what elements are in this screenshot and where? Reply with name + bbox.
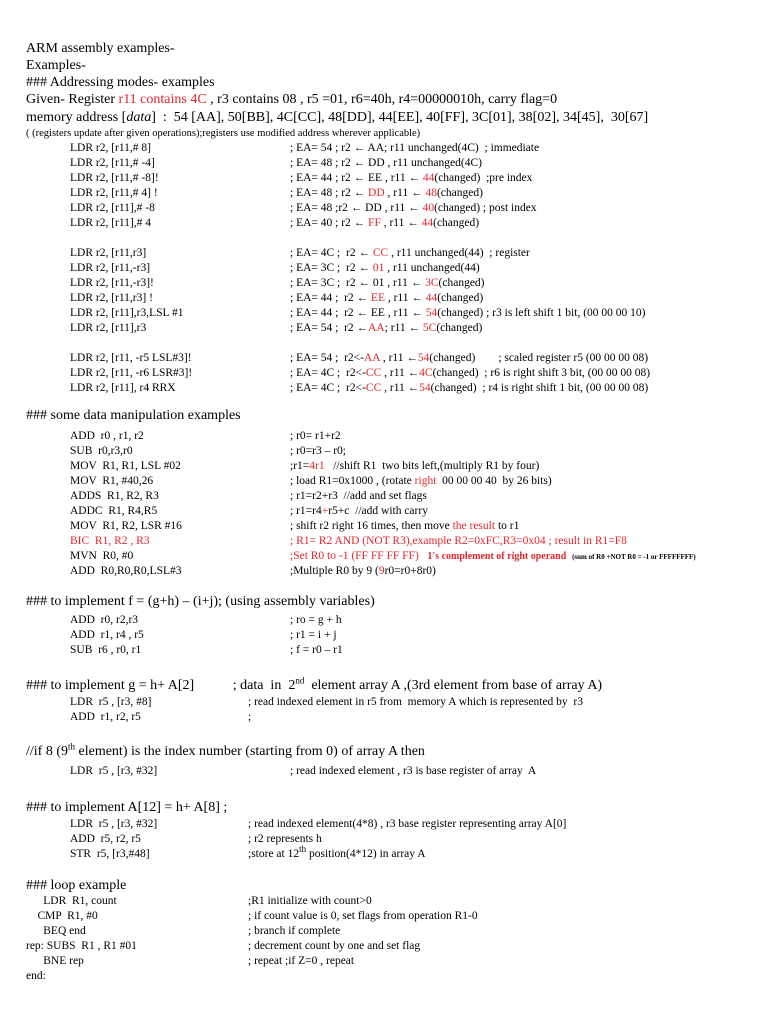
addressing-comment: ; EA= 44 ; r2 ← EE , r11 ← 44(changed) — [290, 292, 484, 304]
doc-subtitle: Examples- — [26, 58, 86, 73]
data-code: MOV R1, #40,26 — [70, 475, 154, 487]
given-line: Given- Register r11 contains 4C , r3 contains 08 , r5 =01, r6=40h, r4=00000010h, carry flag=0 — [26, 92, 558, 107]
section-f-comment: ; ro = g + h — [290, 614, 342, 626]
addressing-comment: ; EA= 54 ; r2 ←AA; r11 ← 5C(changed) — [290, 322, 483, 334]
memory-line: memory address [data] : 54 [AA], 50[BB], 4C[CC], 48[DD], 44[EE], 40[FF], 3C[01], 38[02], 34[45], 30[67] — [26, 110, 649, 125]
data-code: MVN R0, #0 — [70, 550, 134, 562]
addressing-comment: ; EA= 4C ; r2 ← CC , r11 unchanged(44) ; register — [290, 247, 530, 259]
section-a12-code: LDR r5 , [r3, #32] — [70, 818, 158, 830]
section-if-comment: ; read indexed element , r3 is base register of array A — [290, 765, 537, 777]
loop-comment: ; decrement count by one and set flag — [248, 940, 421, 952]
section-a12-comment: ; read indexed element(4*8) , r3 base register representing array A[0] — [248, 818, 567, 830]
doc-title: ARM assembly examples- — [26, 41, 175, 56]
data-comment: ;r1=4r1 //shift R1 two bits left,(multiply R1 by four) — [290, 460, 540, 472]
addressing-comment: ; EA= 3C ; r2 ← 01 , r11 unchanged(44) — [290, 262, 480, 274]
section-g-comment: ; — [248, 711, 252, 723]
section-g-comment: ; read indexed element in r5 from memory A which is represented by r3 — [248, 696, 583, 708]
section-a12-code: STR r5, [r3,#48] — [70, 848, 150, 860]
data-code: ADDC R1, R4,R5 — [70, 505, 158, 517]
addressing-code: LDR r2, [r11],r3,LSL #1 — [70, 307, 184, 319]
addressing-comment: ; EA= 44 ; r2 ← EE , r11 ← 54(changed) ; r3 is left shift 1 bit, (00 00 00 10) — [290, 307, 646, 319]
section-f-comment: ; r1 = i + j — [290, 629, 337, 641]
section-f-comment: ; f = r0 – r1 — [290, 644, 343, 656]
loop-comment: ; repeat ;if Z=0 , repeat — [248, 955, 355, 967]
section-g-code: LDR r5 , [r3, #8] — [70, 696, 152, 708]
loop-code: rep: SUBS R1 , R1 #01 — [26, 940, 137, 952]
section-f-code: ADD r0, r2,r3 — [70, 614, 139, 626]
data-code: ADDS R1, R2, R3 — [70, 490, 159, 502]
loop-code: LDR R1, count — [26, 895, 117, 907]
section-heading-if: //if 8 (9th element) is the index number (starting from 0) of array A then — [26, 741, 425, 759]
data-comment: ;Set R0 to -1 (FF FF FF FF) 1's complement of right operand (sum of R0 +NOT R0 = -1 or FFFFFFFF) — [290, 550, 696, 562]
section-a12-code: ADD r5, r2, r5 — [70, 833, 141, 845]
addressing-code: LDR r2, [r11,r3] — [70, 247, 147, 259]
addressing-comment: ; EA= 48 ; r2 ← DD , r11 unchanged(4C) — [290, 157, 482, 169]
data-code: MOV R1, R2, LSR #16 — [70, 520, 182, 532]
data-comment: ; R1= R2 AND (NOT R3),example R2=0xFC,R3=0x04 ; result in R1=F8 — [290, 535, 627, 547]
data-code: MOV R1, R1, LSL #02 — [70, 460, 181, 472]
addressing-code: LDR r2, [r11],# 4 — [70, 217, 152, 229]
addressing-comment: ; EA= 54 ; r2<-AA , r11 ←54(changed) ; scaled register r5 (00 00 00 08) — [290, 352, 649, 364]
addressing-comment: ; EA= 48 ;r2 ← DD , r11 ← 40(changed) ; post index — [290, 202, 537, 214]
section-f-code: ADD r1, r4 , r5 — [70, 629, 144, 641]
addressing-code: LDR r2, [r11,# -4] — [70, 157, 155, 169]
addressing-code: LDR r2, [r11],# -8 — [70, 202, 155, 214]
addressing-code: LDR r2, [r11, -r6 LSR#3]! — [70, 367, 193, 379]
section-heading-g: ### to implement g = h+ A[2] ; data in 2nd element array A ,(3rd element from base of array A) — [26, 675, 603, 693]
data-code: ADD r0 , r1, r2 — [70, 430, 144, 442]
addressing-comment: ; EA= 3C ; r2 ← 01 , r11 ← 3C(changed) — [290, 277, 485, 289]
addressing-code: LDR r2, [r11,# 8] — [70, 142, 152, 154]
data-comment: ; shift r2 right 16 times, then move the result to r1 — [290, 520, 520, 532]
loop-code: BEQ end — [26, 925, 86, 937]
data-comment: ; r0=r3 – r0; — [290, 445, 346, 457]
section-heading-f: ### to implement f = (g+h) – (i+j); (using assembly variables) — [26, 594, 375, 609]
addressing-code: LDR r2, [r11,# 4] ! — [70, 187, 158, 199]
addressing-comment: ; EA= 40 ; r2 ← FF , r11 ← 44(changed) — [290, 217, 480, 229]
section-g-code: ADD r1, r2, r5 — [70, 711, 141, 723]
addressing-code: LDR r2, [r11,r3] ! — [70, 292, 153, 304]
data-comment: ; r1=r4+r5+c //add with carry — [290, 505, 428, 517]
section-heading-a12: ### to implement A[12] = h+ A[8] ; — [26, 800, 228, 815]
loop-comment: ; branch if complete — [248, 925, 341, 937]
section-a12-comment: ; r2 represents h — [248, 833, 322, 845]
section-f-code: SUB r6 , r0, r1 — [70, 644, 142, 656]
loop-code: BNE rep — [26, 955, 84, 967]
addressing-code: LDR r2, [r11,-r3] — [70, 262, 151, 274]
data-comment: ;Multiple R0 by 9 (9r0=r0+8r0) — [290, 565, 436, 577]
data-code: SUB r0,r3,r0 — [70, 445, 133, 457]
data-code: BIC R1, R2 , R3 — [70, 535, 150, 547]
addressing-comment: ; EA= 4C ; r2<-CC , r11 ←4C(changed) ; r6 is right shift 3 bit, (00 00 00 08) — [290, 367, 651, 379]
loop-comment: ;R1 initialize with count>0 — [248, 895, 372, 907]
loop-code: end: — [26, 970, 46, 982]
addressing-code: LDR r2, [r11], r4 RRX — [70, 382, 176, 394]
section-heading-data: ### some data manipulation examples — [26, 408, 241, 423]
addressing-code: LDR r2, [r11, -r5 LSL#3]! — [70, 352, 192, 364]
data-comment: ; r1=r2+r3 //add and set flags — [290, 490, 427, 502]
addressing-comment: ; EA= 4C ; r2<-CC , r11 ←54(changed) ; r4 is right shift 1 bit, (00 00 00 08) — [290, 382, 649, 394]
data-code: ADD R0,R0,R0,LSL#3 — [70, 565, 182, 577]
section-a12-comment: ;store at 12th position(4*12) in array A — [248, 844, 426, 860]
addressing-code: LDR r2, [r11],r3 — [70, 322, 147, 334]
loop-comment: ; if count value is 0, set flags from operation R1-0 — [248, 910, 478, 922]
addressing-code: LDR r2, [r11,# -8]! — [70, 172, 159, 184]
note-line: ( (registers update after given operations);registers use modified address wherever applicable) — [26, 128, 421, 139]
section-heading-loop: ### loop example — [26, 878, 127, 893]
addressing-code: LDR r2, [r11,-r3]! — [70, 277, 154, 289]
addressing-comment: ; EA= 44 ; r2 ← EE , r11 ← 44(changed) ;pre index — [290, 172, 533, 184]
section-if-code: LDR r5 , [r3, #32] — [70, 765, 158, 777]
loop-code: CMP R1, #0 — [26, 910, 98, 922]
addressing-comment: ; EA= 54 ; r2 ← AA; r11 unchanged(4C) ; immediate — [290, 142, 540, 154]
data-comment: ; r0= r1+r2 — [290, 430, 341, 442]
data-comment: ; load R1=0x1000 , (rotate right 00 00 00 40 by 26 bits) — [290, 475, 552, 487]
addressing-comment: ; EA= 48 ; r2 ← DD , r11 ← 48(changed) — [290, 187, 483, 199]
section-heading-addressing: ### Addressing modes- examples — [26, 75, 215, 90]
